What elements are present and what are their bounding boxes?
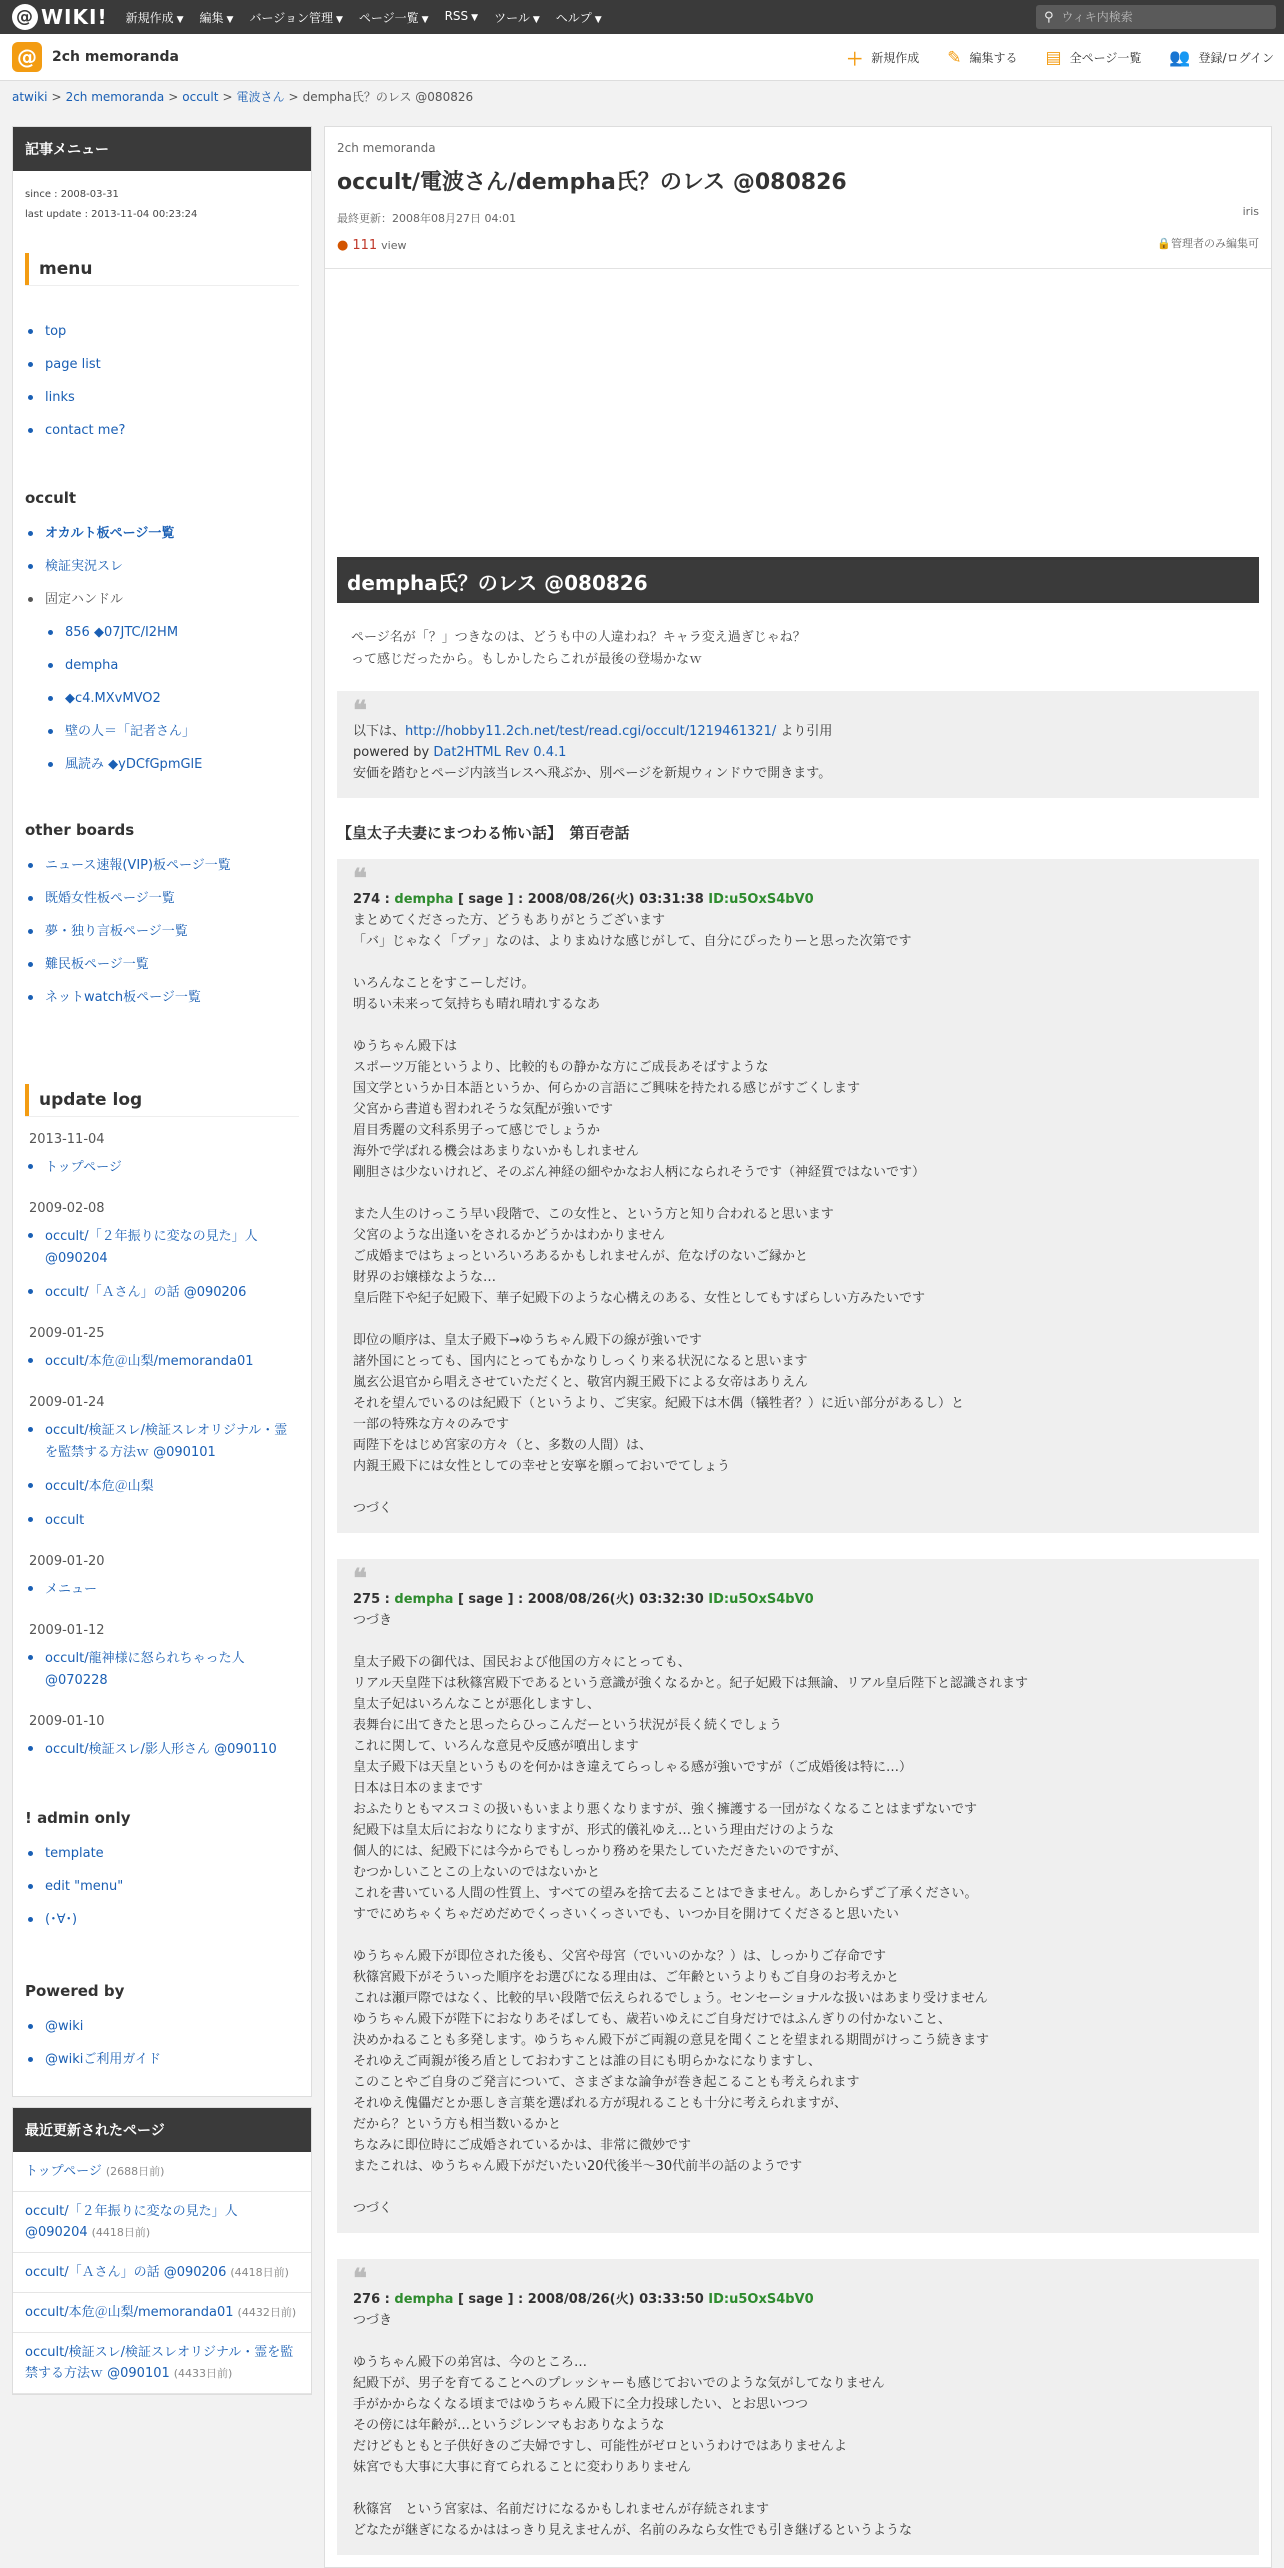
breadcrumb-current: dempha氏？のレス @080826 (302, 90, 474, 104)
search-input[interactable] (1062, 10, 1262, 24)
update-link[interactable]: トップページ (45, 1160, 122, 1175)
update-date: 2009-01-25 (29, 1326, 105, 1341)
update-list (25, 1642, 299, 1698)
page-title: occult/電波さん/dempha氏？のレス @080826 (337, 170, 847, 195)
chevron-down-icon: ▼ (421, 14, 429, 25)
recent-page-age: (4433日前) (173, 2367, 233, 2380)
occult-title: occult (25, 489, 77, 507)
list-item (25, 1220, 299, 1276)
breadcrumb-occult[interactable]: occult (182, 90, 219, 104)
list-item (25, 1414, 299, 1470)
menu-title: menu (25, 253, 299, 285)
update-date: 2009-01-12 (29, 1623, 105, 1638)
list-item (13, 2192, 311, 2253)
breadcrumb (12, 88, 473, 105)
pencil-icon: ✎ (947, 47, 962, 68)
site-actions (818, 34, 1274, 81)
story-title: 【皇太子夫妻にまつわる怖い話】 第百壱話 (337, 824, 630, 842)
update-link[interactable]: メニュー (45, 1582, 98, 1597)
login-label: 登録/ログイン (1198, 51, 1274, 65)
edit-menu-link[interactable]: edit "menu" (45, 1879, 124, 1894)
atwiki-logo[interactable] (0, 0, 118, 34)
post-body: まとめてくださった方、どうもありがとうございます 「バ」じゃなく「プァ」なのは、よりまぬけな感じがして、自分にぴったりーと思った次第です いろんなことをすこーしだけ。 明るい未来って気持ちも晴れ晴れするなあ ゆうちゃん殿下は スポーツ万能というより、比較的もの静かな方にご成長あそばすような 国文学というか日本語というか、何らかの言語にご興味を持たれる感じがすごくします 父宮から書道も習われそうな気配が強いです 眉目秀麗の文科系男子って感じでしょうか 海外で学ばれる機会はあまりないかもしれません 剛胆さは少ないけれど、そのぶん神経の細やかなお人柄になられそうです（神経質ではないです） また人生のけっこう早い段階で、この女性と、という方と知り合われると思います 父宮のような出逢いをされるかどうかはわかりません ご成婚まではちょっといろいろあるかもしれませんが、危なげのないご縁かと 財界のお嬢様なような… 皇后陛下や紀子妃殿下、華子妃殿下のような心構えのある、女性としてもすばらしい方みたいです 即位の順序は、皇太子殿下→ゆうちゃん殿下の線が強いです 諸外国にとっても、国内にとってもかなりしっくり来る状況になると思います 嵐玄公退官から唱えさせていただくと、敬宮内親王殿下による女帝はありえん それを望んでいるのは紀殿下（というより、ご実家。紀殿下は木偶（犠牲者？）に近い部分があるし）と 一部の特殊な方々のみです 両陛下をはじめ宮家の方々（と、多数の人間）は、 内親王殿下には女性としての幸せと安寧を願っておいでてしょう つづく (353, 913, 965, 1516)
list-item (25, 981, 299, 1014)
update-date: 2013-11-04 (29, 1132, 105, 1147)
quote-icon: ❝ (353, 1564, 367, 1594)
view-label: view (381, 239, 407, 252)
recent-pages (12, 2107, 312, 2395)
list-item (25, 414, 299, 447)
last-modified: 最終更新：2008年08月27日 04:01 (337, 212, 517, 225)
quote-note: 安価を踏むとページ内該当レスへ飛ぶか、別ページを新規ウィンドウで開きます。 (353, 766, 832, 781)
quote-suffix: より引用 (776, 724, 833, 739)
list-item (25, 915, 299, 948)
list-item (13, 2293, 311, 2333)
recent-page-age: (2688日前) (105, 2165, 165, 2178)
recent-page-age: (4418日前) (230, 2266, 289, 2279)
post (337, 859, 1259, 1533)
handle-list (25, 616, 299, 781)
handle-link[interactable]: dempha (65, 658, 119, 673)
nav-new-label: 新規作成 (125, 10, 174, 25)
post (337, 2259, 1259, 2555)
list-item (25, 2010, 299, 2043)
update-date: 2009-01-20 (29, 1554, 105, 1569)
list-item (25, 948, 299, 981)
post-body: つづき 皇太子殿下の御代は、国民および他国の方々にとっても、 リアル天皇陛下は秋篠宮殿下であるという意識が強くなるかと。紀子妃殿下は無論、リアル皇后陛下と認識されます 皇太子妃はいろんなことが悪化しますし、 表舞台に出てきたと思ったらひっこんだーという状況が長く続くでしょう これに関して、いろんな意見や反感が噴出します 皇太子殿下は天皇というものを何かはき違えてらっしゃる感が強いですが（ご成婚後は特に…） 日本は日本のままです おふたりともマスコミの扱いもいまより悪くなりますが、強く擁護する一団がなくなることはまずないです 紀殿下は皇太后におなりになりますが、形式的儀礼ゆえ…という理由だけのような 個人的には、紀殿下には今からでもしっかり務めを果たしていただきたいのですが、 むつかしいことこの上ないのではないかと これを書いている人間の性質上、すべての望みを捨て去ることはできません。あしからずご了承ください。 すでにめちゃくちゃだめだめでくっさいくっさいでも、いつか目を開けてくださると思いたい ゆうちゃん殿下が即位された後も、父宮や母宮（でいいのかな？）は、しっかりご存命です 秋篠宮殿下がそういった順序をお選びになる理由は、ご年齢というよりもご自身のお考えかと これは瀬戸際ではなく、比較的早い段階で伝えられるでしょう。センセーショナルな扱いはあまり受けません ゆうちゃん殿下が陛下におなりあそばしても、歳若いゆえにご自身だけではふんぎりの付かないこと、 決めかねることも多発します。ゆうちゃん殿下がご両親の意見を聞くことを望まれる期間がけっこう続きます それゆえご両親が後ろ盾としておわすことは誰の目にも明らかなになりますし、 このことやご自身のご発言について、さまざまな論争が巻き起こることも考えられます それゆえ傀儡だとか悪しき言葉を選ばれる方が現れることも十分に考えられますが、 だから？という方も相当数いるかと ちなみに即位時にご成婚されているかは、非常に微妙です またこれは、ゆうちゃん殿下がだいたい20代後半〜30代前半の話のようです つづく (353, 1613, 1028, 2216)
other-boards-list (25, 849, 299, 1014)
admin-title: ! admin only (25, 1809, 131, 1827)
atwiki-link[interactable]: @wiki (45, 2019, 84, 2034)
top-nav (118, 9, 610, 26)
post-id: ID:u5OxS4bV0 (708, 2292, 814, 2307)
site-header (0, 34, 1284, 81)
plus-icon: ＋ (846, 50, 864, 70)
person-icon: ● (337, 238, 349, 253)
post-header (353, 1589, 1243, 1610)
update-log-title: update log (25, 1084, 299, 1116)
post-sep: : (380, 1592, 395, 1607)
powered-title: Powered by (25, 1982, 125, 2000)
kensho-link[interactable]: 検証実況スレ (45, 559, 124, 574)
posts (337, 859, 1259, 2555)
update-list (25, 1220, 299, 1310)
update-link[interactable]: occult/龍神様に怒られちゃった人 @070228 (45, 1651, 245, 1688)
logo-text: WIKI! (41, 5, 108, 29)
update-log (25, 1132, 299, 1767)
all-pages-label: 全ページ一覧 (1069, 51, 1142, 65)
nav-pagelist-label: ページ一覧 (358, 10, 419, 25)
breadcrumb-atwiki[interactable]: atwiki (12, 90, 48, 104)
list-item (45, 748, 299, 781)
template-link[interactable]: template (45, 1846, 104, 1861)
recent-page-link[interactable]: トップページ (25, 2164, 102, 2179)
article-menu-header: 記事メニュー (13, 127, 311, 171)
all-pages-button[interactable] (1046, 48, 1142, 68)
view-count-value: 111 (352, 238, 378, 253)
nav-version-label: バージョン管理 (249, 10, 333, 25)
update-link[interactable]: occult/本危＠山梨 (45, 1479, 154, 1494)
menu-top-link[interactable]: top (45, 324, 67, 339)
edit-button[interactable] (947, 48, 1017, 68)
update-link[interactable]: occult/「Ａさん」の話 @090206 (45, 1285, 247, 1300)
fixed-handle-label: 固定ハンドル (25, 583, 299, 616)
handle-link[interactable]: 856 ◆07JTC/I2HM (65, 625, 179, 640)
list-item (45, 649, 299, 682)
nav-help[interactable] (556, 9, 602, 26)
list-item (25, 381, 299, 414)
list-item (25, 348, 299, 381)
quote-icon: ❝ (353, 864, 367, 894)
list-item (25, 1276, 299, 1310)
post-sep: : (513, 892, 528, 907)
list-item (25, 517, 299, 550)
chevron-down-icon: ▼ (471, 12, 479, 23)
section-heading: dempha氏？のレス @080826 (337, 557, 1259, 603)
nav-new[interactable] (126, 9, 184, 26)
occult-list (25, 517, 299, 616)
list-item (25, 1642, 299, 1698)
handle-link[interactable]: ◆c4.MXvMVO2 (65, 691, 161, 706)
nav-tools[interactable] (494, 9, 540, 26)
post-date: 2008/08/26(火) 03:32:30 (527, 1592, 704, 1607)
list-item (25, 1151, 299, 1185)
chevron-down-icon: ▼ (335, 14, 343, 25)
nav-pagelist[interactable] (359, 9, 429, 26)
lock-icon: 🔒 (1157, 237, 1171, 250)
lock-status (1157, 235, 1259, 251)
update-link[interactable]: occult (45, 1513, 85, 1528)
post-author: dempha (394, 2292, 454, 2307)
list-item (25, 1733, 299, 1767)
search-icon[interactable]: ⚲ (1044, 9, 1054, 25)
source-quote (337, 691, 1259, 798)
quote-line (353, 721, 1243, 742)
recent-page-link[interactable]: occult/本危＠山梨/memoranda01 (25, 2305, 234, 2320)
breadcrumb-site[interactable]: 2ch memoranda (65, 90, 165, 104)
list-item (45, 715, 299, 748)
chevron-down-icon: ▼ (176, 14, 184, 25)
post-body: つづき ゆうちゃん殿下の弟宮は、今のところ… 紀殿下が、男子を育てることへのプレッシャーも感じておいでのような気がしてなりません 手がかからなくなる頃まではゆうちゃん殿下に全力投球したい、とお思いつつ その傍には年齢が…というジレンマもおありなような だけどもともと子供好きのご夫婦ですし、可能性がゼロというわけではありませんよ 妹宮でも大事に大事に育てられることに変わりありません 秋篠宮 という宮家は、名前だけになるかもしれませんが存続されます どなたが継ぎになるかははっきり見えませんが、名前のみなら女性でも引き継げるというような (353, 2313, 913, 2538)
board-link[interactable]: ネットwatch板ページ一覧 (45, 990, 201, 1005)
list-item (25, 1504, 299, 1538)
post-number: 275 (353, 1592, 381, 1607)
menu-contact-link[interactable]: contact me? (45, 423, 126, 438)
recent-pages-header: 最近更新されたページ (13, 2108, 311, 2152)
list-item (25, 550, 299, 583)
menu-pagelist-link[interactable]: page list (45, 357, 101, 372)
update-list (25, 1345, 299, 1379)
nav-edit[interactable] (200, 9, 234, 26)
article-menu (12, 126, 312, 2097)
lock-text: 管理者のみ編集可 (1171, 237, 1259, 250)
nav-tools-label: ツール (494, 10, 530, 25)
board-link[interactable]: 難民板ページ一覧 (45, 957, 149, 972)
powered-list (25, 2010, 299, 2076)
left-sidebar (12, 126, 312, 2395)
board-link[interactable]: 夢・独り言板ページ一覧 (45, 924, 188, 939)
post-number: 274 (353, 892, 381, 907)
list-item (25, 882, 299, 915)
list-item (45, 682, 299, 715)
update-link[interactable]: occult/検証スレ/影人形さん @090110 (45, 1742, 277, 1757)
list-item (25, 1837, 299, 1870)
list-item (25, 1345, 299, 1379)
list-item (25, 315, 299, 348)
list-item (25, 1870, 299, 1903)
nav-edit-label: 編集 (199, 10, 224, 25)
recent-page-age: (4432日前) (237, 2306, 297, 2319)
handle-link[interactable]: 風読み ◆yDCfGpmGlE (65, 757, 203, 772)
list-item (25, 1573, 299, 1607)
breadcrumb-sep: > (288, 90, 299, 104)
post (337, 1559, 1259, 2233)
article-body (325, 557, 1271, 2555)
quote-prefix: 以下は、 (353, 724, 406, 739)
update-list (25, 1414, 299, 1538)
powered-line (353, 742, 1243, 763)
view-count (337, 238, 1259, 253)
author[interactable]: iris (1242, 205, 1259, 218)
post-mail: [ sage ] (457, 1592, 514, 1607)
site-name[interactable]: 2ch memoranda (52, 49, 179, 65)
update-date: 2009-01-24 (29, 1395, 105, 1410)
nav-help-label: ヘルプ (555, 10, 592, 25)
post-author: dempha (394, 892, 454, 907)
source-link[interactable]: http://hobby11.2ch.net/test/read.cgi/occult/1219461321/ (405, 724, 777, 739)
admin-list (25, 1837, 299, 1936)
list-item (13, 2152, 311, 2192)
new-page-label: 新規作成 (871, 51, 920, 65)
post-mail: [ sage ] (457, 892, 514, 907)
menu-list (25, 315, 299, 447)
last-update-date: last update : 2013-11-04 00:23:24 (25, 209, 198, 220)
post-sep: : (513, 1592, 528, 1607)
atwiki-guide-link[interactable]: @wikiご利用ガイド (45, 2052, 161, 2067)
site-logo[interactable]: @ (12, 42, 42, 72)
main-content (324, 126, 1272, 2568)
update-list (25, 1733, 299, 1767)
nav-version[interactable] (249, 9, 342, 26)
login-button[interactable] (1169, 48, 1274, 68)
post-id: ID:u5OxS4bV0 (708, 1592, 814, 1607)
top-bar (0, 0, 1284, 34)
post-date: 2008/08/26(火) 03:31:38 (527, 892, 704, 907)
recent-page-link[interactable]: occult/「Ａさん」の話 @090206 (25, 2265, 227, 2280)
users-icon: 👥 (1169, 47, 1191, 68)
list-item (13, 2253, 311, 2293)
chevron-down-icon: ▼ (532, 14, 540, 25)
page-category: 2ch memoranda (337, 141, 436, 155)
update-date: 2009-01-10 (29, 1714, 105, 1729)
chevron-down-icon: ▼ (226, 14, 234, 25)
face-link[interactable]: (･∀･) (45, 1912, 78, 1927)
update-date: 2009-02-08 (29, 1201, 105, 1216)
post-header (353, 2289, 1243, 2310)
powered-prefix: powered by (353, 745, 434, 760)
breadcrumb-sep: > (168, 90, 179, 104)
document-icon: ▤ (1045, 47, 1062, 68)
list-item (25, 2043, 299, 2076)
chevron-down-icon: ▼ (594, 14, 602, 25)
post-sep: : (513, 2292, 528, 2307)
post-date: 2008/08/26(火) 03:33:50 (527, 2292, 704, 2307)
post-author: dempha (394, 1592, 454, 1607)
post-id: ID:u5OxS4bV0 (708, 892, 814, 907)
page-header (325, 127, 1271, 269)
board-link[interactable]: 既婚女性板ページ一覧 (45, 891, 175, 906)
breadcrumb-denpa[interactable]: 電波さん (236, 90, 285, 104)
other-boards-title: other boards (25, 821, 135, 839)
recent-pages-list (13, 2152, 311, 2394)
breadcrumb-sep: > (222, 90, 233, 104)
recent-page-link[interactable]: occult/「２年振りに変なの見た」人 @090204 (25, 2204, 238, 2240)
search-box (1036, 5, 1276, 29)
post-header (353, 889, 1243, 910)
occult-pagelist-link[interactable]: オカルト板ページ一覧 (45, 526, 175, 541)
since-date: since : 2008-03-31 (25, 189, 119, 200)
post-sep: : (380, 892, 395, 907)
list-item (13, 2333, 311, 2394)
update-link[interactable]: occult/「２年振りに変なの見た」人 @090204 (45, 1229, 258, 1266)
menu-links-link[interactable]: links (45, 390, 75, 405)
quote-icon: ❝ (353, 696, 367, 726)
dat2html-link[interactable]: Dat2HTML Rev 0.4.1 (433, 745, 567, 760)
handle-link[interactable]: 壁の人＝「記者さん」 (65, 724, 196, 739)
post-mail: [ sage ] (457, 2292, 514, 2307)
update-list (25, 1573, 299, 1607)
nav-rss-label: RSS (444, 8, 469, 23)
post-sep: : (380, 2292, 395, 2307)
update-list (25, 1151, 299, 1185)
quote-icon: ❝ (353, 2264, 367, 2294)
recent-page-age: (4418日前) (91, 2226, 151, 2239)
board-link[interactable]: ニュース速報(VIP)板ページ一覧 (45, 858, 231, 873)
intro-text: ページ名が「？」つきなのは、どうも中の人違わね？キャラ変え過ぎじゃね？ って感じだったから。もしかしたらこれが最後の登場かなｗ (351, 630, 806, 667)
ad-space (325, 269, 1271, 557)
list-item (25, 1903, 299, 1936)
nav-rss[interactable] (445, 9, 479, 26)
post-number: 276 (353, 2292, 381, 2307)
update-link[interactable]: occult/検証スレ/検証スレオリジナル・霊を監禁する方法ｗ @090101 (45, 1423, 288, 1460)
new-page-button[interactable] (846, 45, 919, 70)
breadcrumb-sep: > (51, 90, 62, 104)
at-icon: @ (12, 4, 38, 30)
list-item (25, 1470, 299, 1504)
list-item (25, 849, 299, 882)
update-link[interactable]: occult/本危＠山梨/memoranda01 (45, 1354, 254, 1369)
edit-label: 編集する (969, 51, 1018, 65)
list-item (45, 616, 299, 649)
recent-page-link[interactable]: occult/検証スレ/検証スレオリジナル・霊を監禁する方法ｗ @090101 (25, 2345, 294, 2381)
